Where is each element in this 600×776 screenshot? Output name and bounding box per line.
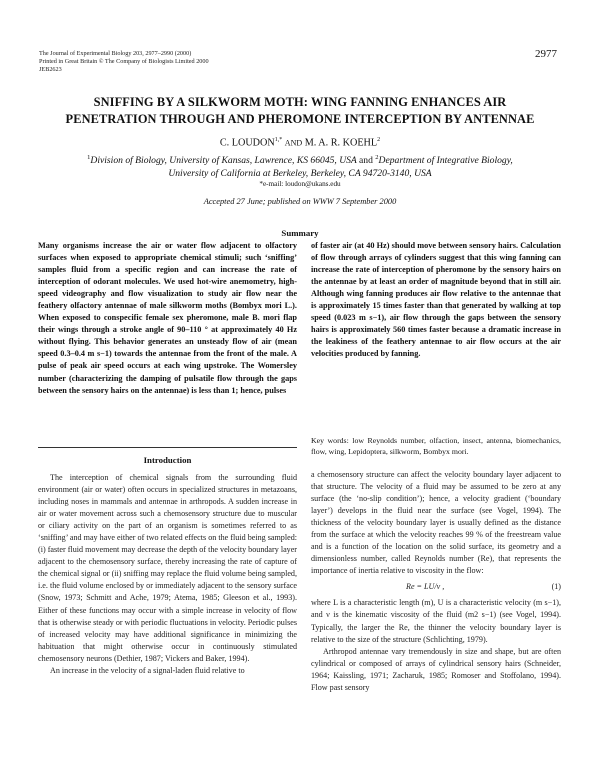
introduction-heading: Introduction — [143, 455, 192, 465]
author-name: M. A. R. KOEHL — [304, 137, 378, 149]
introduction-left-column — [38, 472, 297, 677]
journal-citation: The Journal of Experimental Biology 203, 2977–2990 (2000) — [39, 50, 192, 57]
affiliations — [30, 151, 570, 180]
affiliation-line — [30, 151, 570, 167]
journal-info — [39, 50, 209, 74]
author-conjunction: AND — [284, 138, 303, 148]
body-paragraph: The interception of chemical signals from the surrounding fluid environment (air or water) often occurs in specialized structures in metazoans, including noses in mammals and antennae in arthropods. A sudden increase in air or water movement across such a chemosensory structure due to muscular or ciliary activity on the part of an organism is sometimes referred to as ‘sniffing’ and may have either of two related effects on the fluid being sampled: (i) faster fluid movement may decrease the depth of the velocity boundary layer adjacent to the chemosensory surface, thereby increasing the rate of capture of the chemical signal or (ii) sniffing may replace the fluid volume being sampled, i.e. the fluid volume enclosed by or immediately adjacent to the sensory surface (Snow, 1973; Schmitt and Ache, 1979; Atema, 1985; Gleeson et al., 1993). Either of these functions may occur with a simple increase in velocity of flow that is otherwise steady or with periodic fluctuations in velocity. Periodic pulses of increased velocity may have additional significance in minimizing the habituation that might otherwise occur in continuously stimulated chemosensory neurons (Dethier, 1987; Vickers and Baker, 1994). — [38, 473, 297, 663]
summary-left-column — [38, 240, 297, 397]
title-line-2: PENETRATION THROUGH AND PHEROMONE INTERCEPTION BY ANTENNAE — [65, 112, 535, 126]
author-name: C. LOUDON — [219, 137, 275, 149]
journal-copyright: Printed in Great Britain © The Company of Biologists Limited 2000 — [39, 58, 209, 65]
affiliation-superscript: 2 — [375, 154, 379, 161]
equation — [311, 581, 561, 593]
journal-id: JEB2623 — [39, 66, 62, 73]
article-title — [30, 94, 570, 128]
introduction-right-column — [311, 469, 561, 694]
publication-dates: Accepted 27 June; published on WWW 7 September 2000 — [203, 197, 397, 206]
title-line-1: SNIFFING BY A SILKWORM MOTH: WING FANNING ENHANCES AIR — [93, 95, 507, 109]
page-number: 2977 — [535, 48, 557, 60]
keywords: Key words: low Reynolds number, olfaction, insect, antenna, biomechanics, flow, wing, Lepidoptera, silkworm, Bombyx mori. — [311, 436, 561, 456]
affiliation-text: Division of Biology, University of Kansas, Lawrence, KS 66045, USA — [90, 155, 357, 167]
affiliation-superscript: 1 — [87, 154, 91, 161]
affiliation-line: University of California at Berkeley, Berkeley, CA 94720-3140, USA — [168, 168, 432, 180]
body-paragraph: An increase in the velocity of a signal-laden fluid relative to — [50, 665, 245, 675]
author-superscript: 2 — [377, 137, 381, 143]
body-paragraph: a chemosensory structure can affect the velocity boundary layer adjacent to that structure. The velocity of a fluid may be assumed to be zero at any surface (the ‘no-slip condition’); hence, a velocity gradient (‘boundary layer’) develops in the fluid near the surface (see Vogel, 1994). The thickness of the velocity boundary layer is usually defined as the distance from the surface at which the velocity reaches 99 % of the freestream value and is a function of the location on the solid surface, its geometry and a dimensionless number, called Reynolds number (Re), that represents the importance of inertia relative to viscosity in the flow: — [311, 470, 561, 576]
author-list — [30, 137, 570, 148]
author-superscript: 1,* — [274, 137, 283, 143]
summary-right-column — [311, 240, 561, 360]
affiliation-text: Department of Integrative Biology, — [378, 155, 513, 167]
summary-text: of faster air (at 40 Hz) should move between sensory hairs. Calculation of flow through arrays of cylinders suggest that this wing fanning can increase the rate of interception of pheromone by the sensory hairs on the antennae by at least an order of magnitude beyond that in still air. Although wing fanning produces air flow relative to the antennae that is approximately 15 times faster than that generated by walking at top speed (0.023 m s−1), air flow through the gaps between the sensory hairs is approximately 560 times faster because a dramatic increase in the leakiness of the feathery antennae to air flow occurs at the air velocities produced by fanning. — [311, 241, 561, 359]
affiliation-conjunction: and — [359, 155, 373, 167]
author-email: *e-mail: loudon@ukans.edu — [259, 180, 341, 188]
body-paragraph: Arthropod antennae vary tremendously in size and shape, but are often cylindrical or composed of arrays of cylindrical sensory hairs (Schneider, 1964; Kaissling, 1971; Zacharuk, 1985; Romoser and Stoffolano, 1994). Flow past sensory — [311, 646, 561, 692]
summary-heading: Summary — [281, 228, 319, 238]
section-divider — [38, 447, 297, 448]
body-paragraph: where L is a characteristic length (m), U is a characteristic velocity (m s−1), and ν is the kinematic viscosity of the fluid (m2 s−1) (see Vogel, 1994). Typically, the larger the Re, the thinner the velocity boundary layer is relative to the size of the structure (Schlichting, 1979). — [311, 598, 561, 644]
equation-number: (1) — [551, 582, 561, 592]
equation-expression: Re = LU/ν , — [406, 582, 445, 592]
summary-text: Many organisms increase the air or water flow adjacent to olfactory surfaces when exposed to appropriate chemical stimuli; such ‘sniffing’ samples fluid from a specific region and can increase the rate of interception of odorant molecules. We used hot-wire anemometry, high-speed videography and flow visualization to study air flow near the feathery olfactory antennae of male silkworm moths (Bombyx mori L.). When exposed to conspecific female sex pheromone, male B. mori flap their wings through a stroke angle of 90–110 ° at approximately 40 Hz without flying. This behavior generates an unsteady flow of air (mean speed 0.3–0.4 m s−1) towards the antennae from the front of the male. A pulse of peak air speed occurs at each wing upstroke. The Womersley number (characterizing the damping of pulsatile flow through the gaps between the sensory hairs on the antennae) is less than 1; hence, pulses — [38, 241, 297, 395]
